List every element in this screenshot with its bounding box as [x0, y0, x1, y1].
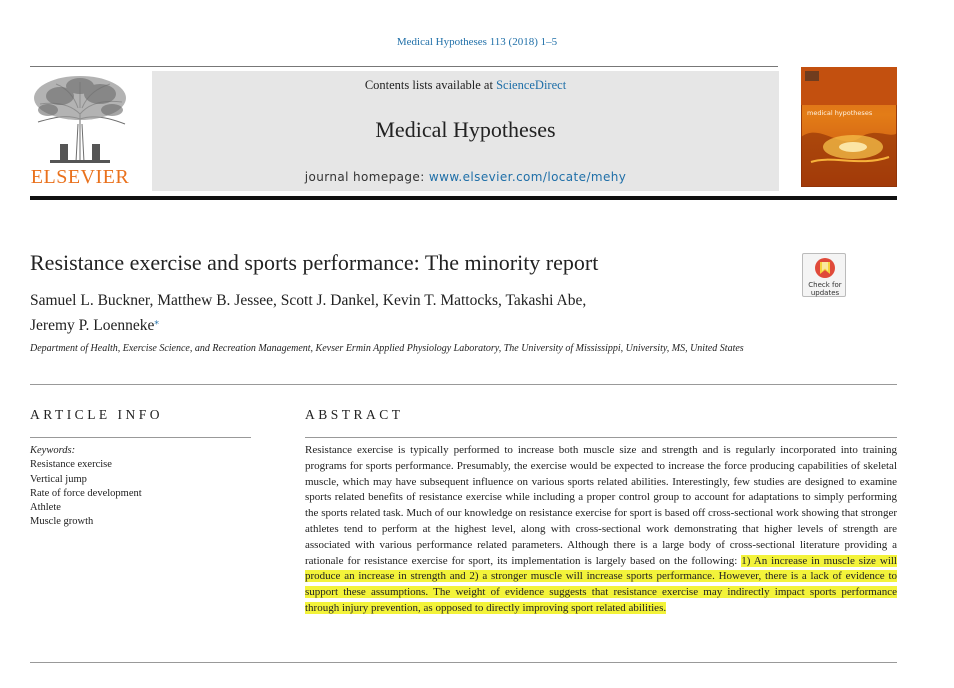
keyword-item: Muscle growth [30, 516, 94, 528]
article-info-heading: ARTICLE INFO [30, 407, 164, 422]
abstract-text [305, 443, 897, 617]
masthead-rule [30, 196, 897, 200]
abstract-highlighted-text: 1) An increase in muscle size will produce an increase in strength and 2) a stronger muscle will increase sports performance. However, there is a lack of evidence to support these assumptions. The weight of evidence suggests that resistance exercise may indirectly impact sports performance through injury prevention, as opposed to directly improving sport related abilities. [305, 554, 897, 614]
keywords-label: Keywords: [30, 445, 76, 456]
section-divider [30, 384, 897, 385]
keyword-item: Rate of force development [30, 487, 142, 499]
check-for-updates-label [803, 281, 847, 297]
corresponding-author[interactable]: Jeremy P. Loenneke [30, 317, 155, 335]
keyword-item: Vertical jump [30, 473, 87, 485]
contents-prefix: Contents lists available at [364, 78, 497, 92]
bookmark-ribbon-icon [813, 257, 837, 279]
header-divider [30, 66, 778, 67]
cover-title: medical hypotheses [807, 109, 873, 117]
abstract-text-plain: Resistance exercise is typically performed to increase both muscle size and strength and is regularly incorporated into training programs for sports performance. Presumably, the exercise would be expected to increase the force producing capabilities of skeletal muscle, which may have subsequent influence on various sports related abilities. Interestingly, few studies are designed to examine sports related benefits of resistance exercise while including a proper control group to account for adaptations to simply performing the sports related task. Much of our knowledge on resistance exercise for sport is based off cross-sectional work showing that stronger athletes tend to perform at the highest level, along with cross-sectional work demonstrating that higher levels of strength are associated with various performance related parameters. Although there is a large body of cross-sectional literature providing a rationale for resistance exercise for sport, its implementation is largely based on the following: [305, 444, 897, 567]
journal-homepage-line [152, 170, 779, 184]
homepage-prefix: journal homepage: [304, 170, 429, 184]
keyword-item: Resistance exercise [30, 459, 112, 471]
check-label-line2: updates [810, 289, 840, 297]
contents-line [152, 78, 779, 93]
abstract-heading: ABSTRACT [305, 407, 404, 422]
elsevier-tree-icon [30, 74, 130, 164]
bottom-divider [30, 662, 897, 663]
article-info-divider [30, 437, 251, 438]
sciencedirect-link[interactable]: ScienceDirect [496, 78, 567, 92]
check-for-updates-button[interactable] [802, 253, 846, 297]
journal-title[interactable]: Medical Hypotheses [375, 117, 556, 142]
article-title: Resistance exercise and sports performance: The minority report [30, 250, 599, 275]
author-list [30, 290, 770, 336]
cover-artwork [801, 67, 897, 187]
keyword-item: Athlete [30, 502, 61, 514]
journal-citation[interactable]: Medical Hypotheses 113 (2018) 1–5 [396, 36, 558, 48]
authors-line-1: Samuel L. Buckner, Matthew B. Jessee, Scott J. Dankel, Kevin T. Mattocks, Takashi Abe, [30, 292, 587, 309]
journal-cover-image[interactable] [801, 67, 897, 187]
corresponding-author-mark[interactable]: ⁎ [154, 316, 159, 326]
publisher-name: ELSEVIER [30, 166, 130, 188]
keywords-list [30, 444, 142, 530]
abstract-divider [305, 437, 897, 438]
check-label-line1: Check for [808, 281, 842, 289]
publisher-logo[interactable] [28, 74, 132, 190]
homepage-link[interactable]: www.elsevier.com/locate/mehy [428, 170, 627, 184]
affiliation: Department of Health, Exercise Science, and Recreation Management, Kevser Ermin Applied Physiology Laboratory, The University of Mississippi, University, MS, United States [30, 343, 744, 354]
journal-masthead [152, 71, 779, 191]
